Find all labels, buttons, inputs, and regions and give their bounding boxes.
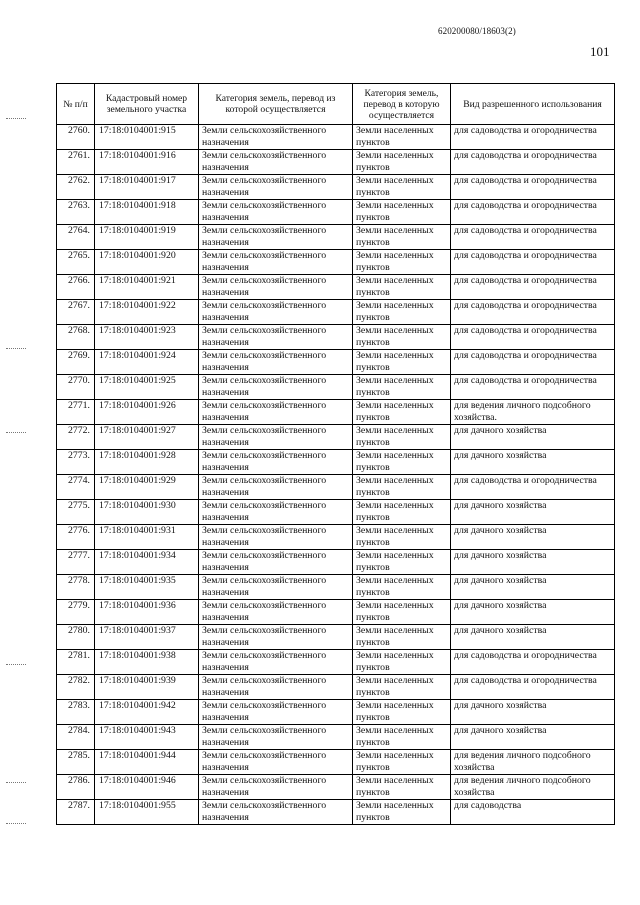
- cadastral-number: 17:18:0104001:939: [95, 675, 199, 700]
- cadastral-number: 17:18:0104001:937: [95, 625, 199, 650]
- permitted-use: для дачного хозяйства: [451, 450, 615, 475]
- table-row: [57, 625, 615, 650]
- category-from: Земли сельскохозяйственного назначения: [199, 250, 353, 275]
- table-row: [57, 775, 615, 800]
- category-to: Земли населенных пунктов: [353, 150, 451, 175]
- row-number: 2761.: [57, 150, 95, 175]
- permitted-use: для дачного хозяйства: [451, 425, 615, 450]
- category-to: Земли населенных пунктов: [353, 750, 451, 775]
- permitted-use: для садоводства и огородничества: [451, 200, 615, 225]
- permitted-use: для садоводства и огородничества: [451, 225, 615, 250]
- category-to: Земли населенных пунктов: [353, 425, 451, 450]
- table-row: [57, 375, 615, 400]
- table-row: [57, 575, 615, 600]
- category-from: Земли сельскохозяйственного назначения: [199, 225, 353, 250]
- row-number: 2768.: [57, 325, 95, 350]
- permitted-use: для дачного хозяйства: [451, 550, 615, 575]
- table-row: [57, 125, 615, 150]
- row-number: 2778.: [57, 575, 95, 600]
- category-to: Земли населенных пунктов: [353, 675, 451, 700]
- row-number: 2781.: [57, 650, 95, 675]
- category-from: Земли сельскохозяйственного назначения: [199, 625, 353, 650]
- category-to: Земли населенных пунктов: [353, 700, 451, 725]
- table-row: [57, 225, 615, 250]
- category-from: Земли сельскохозяйственного назначения: [199, 150, 353, 175]
- category-from: Земли сельскохозяйственного назначения: [199, 350, 353, 375]
- category-from: Земли сельскохозяйственного назначения: [199, 700, 353, 725]
- permitted-use: для садоводства и огородничества: [451, 675, 615, 700]
- category-to: Земли населенных пунктов: [353, 625, 451, 650]
- table-row: [57, 800, 615, 825]
- category-from: Земли сельскохозяйственного назначения: [199, 450, 353, 475]
- category-to: Земли населенных пунктов: [353, 650, 451, 675]
- permitted-use: для садоводства: [451, 800, 615, 825]
- row-number: 2787.: [57, 800, 95, 825]
- category-from: Земли сельскохозяйственного назначения: [199, 525, 353, 550]
- table-row: [57, 675, 615, 700]
- cadastral-number: 17:18:0104001:946: [95, 775, 199, 800]
- permitted-use: для дачного хозяйства: [451, 625, 615, 650]
- table-row: [57, 500, 615, 525]
- document-number: 620200080/18603(2): [438, 26, 516, 36]
- row-number: 2785.: [57, 750, 95, 775]
- row-number: 2779.: [57, 600, 95, 625]
- scan-mark: [6, 118, 26, 119]
- category-from: Земли сельскохозяйственного назначения: [199, 425, 353, 450]
- category-to: Земли населенных пунктов: [353, 450, 451, 475]
- permitted-use: для дачного хозяйства: [451, 700, 615, 725]
- table-row: [57, 300, 615, 325]
- row-number: 2770.: [57, 375, 95, 400]
- table-row: [57, 200, 615, 225]
- category-to: Земли населенных пунктов: [353, 575, 451, 600]
- permitted-use: для садоводства и огородничества: [451, 125, 615, 150]
- row-number: 2773.: [57, 450, 95, 475]
- cadastral-number: 17:18:0104001:922: [95, 300, 199, 325]
- scan-mark: [6, 432, 26, 433]
- table-row: [57, 175, 615, 200]
- category-from: Земли сельскохозяйственного назначения: [199, 575, 353, 600]
- category-to: Земли населенных пунктов: [353, 525, 451, 550]
- permitted-use: для ведения личного подсобного хозяйства: [451, 775, 615, 800]
- permitted-use: для ведения личного подсобного хозяйства: [451, 750, 615, 775]
- permitted-use: для садоводства и огородничества: [451, 300, 615, 325]
- cadastral-number: 17:18:0104001:916: [95, 150, 199, 175]
- category-from: Земли сельскохозяйственного назначения: [199, 325, 353, 350]
- category-to: Земли населенных пунктов: [353, 600, 451, 625]
- permitted-use: для садоводства и огородничества: [451, 250, 615, 275]
- category-to: Земли населенных пунктов: [353, 300, 451, 325]
- category-from: Земли сельскохозяйственного назначения: [199, 375, 353, 400]
- cadastral-number: 17:18:0104001:928: [95, 450, 199, 475]
- table-row: [57, 400, 615, 425]
- table-row: [57, 750, 615, 775]
- permitted-use: для садоводства и огородничества: [451, 650, 615, 675]
- permitted-use: для дачного хозяйства: [451, 725, 615, 750]
- table-header-row: [57, 84, 615, 125]
- table-row: [57, 650, 615, 675]
- table-row: [57, 250, 615, 275]
- row-number: 2780.: [57, 625, 95, 650]
- row-number: 2765.: [57, 250, 95, 275]
- header-cadastral-number: Кадастровый номер земельного участка: [95, 84, 199, 125]
- row-number: 2767.: [57, 300, 95, 325]
- row-number: 2782.: [57, 675, 95, 700]
- permitted-use: для дачного хозяйства: [451, 525, 615, 550]
- permitted-use: для садоводства и огородничества: [451, 350, 615, 375]
- category-to: Земли населенных пунктов: [353, 775, 451, 800]
- permitted-use: для садоводства и огородничества: [451, 150, 615, 175]
- land-plots-table: [56, 83, 615, 825]
- category-to: Земли населенных пунктов: [353, 350, 451, 375]
- table-row: [57, 150, 615, 175]
- row-number: 2772.: [57, 425, 95, 450]
- table-row: [57, 525, 615, 550]
- table-row: [57, 550, 615, 575]
- row-number: 2777.: [57, 550, 95, 575]
- row-number: 2764.: [57, 225, 95, 250]
- row-number: 2776.: [57, 525, 95, 550]
- cadastral-number: 17:18:0104001:917: [95, 175, 199, 200]
- cadastral-number: 17:18:0104001:938: [95, 650, 199, 675]
- row-number: 2774.: [57, 475, 95, 500]
- cadastral-number: 17:18:0104001:923: [95, 325, 199, 350]
- row-number: 2760.: [57, 125, 95, 150]
- permitted-use: для садоводства и огородничества: [451, 275, 615, 300]
- cadastral-number: 17:18:0104001:920: [95, 250, 199, 275]
- table-row: [57, 325, 615, 350]
- category-from: Земли сельскохозяйственного назначения: [199, 800, 353, 825]
- category-from: Земли сельскохозяйственного назначения: [199, 600, 353, 625]
- scan-mark: [6, 664, 26, 665]
- category-to: Земли населенных пунктов: [353, 550, 451, 575]
- category-from: Земли сельскохозяйственного назначения: [199, 775, 353, 800]
- category-to: Земли населенных пунктов: [353, 200, 451, 225]
- margin-scan-marks: [0, 0, 40, 905]
- row-number: 2771.: [57, 400, 95, 425]
- row-number: 2763.: [57, 200, 95, 225]
- table-row: [57, 425, 615, 450]
- cadastral-number: 17:18:0104001:929: [95, 475, 199, 500]
- category-to: Земли населенных пунктов: [353, 400, 451, 425]
- scan-mark: [6, 348, 26, 349]
- category-to: Земли населенных пунктов: [353, 725, 451, 750]
- category-to: Земли населенных пунктов: [353, 375, 451, 400]
- scan-mark: [6, 782, 26, 783]
- table-row: [57, 600, 615, 625]
- row-number: 2769.: [57, 350, 95, 375]
- category-to: Земли населенных пунктов: [353, 250, 451, 275]
- cadastral-number: 17:18:0104001:921: [95, 275, 199, 300]
- header-permitted-use: Вид разрешенного использования: [451, 84, 615, 125]
- row-number: 2762.: [57, 175, 95, 200]
- row-number: 2786.: [57, 775, 95, 800]
- header-category-to: Категория земель, перевод в которую осуществляется: [353, 84, 451, 125]
- cadastral-number: 17:18:0104001:936: [95, 600, 199, 625]
- cadastral-number: 17:18:0104001:935: [95, 575, 199, 600]
- table-row: [57, 475, 615, 500]
- category-to: Земли населенных пунктов: [353, 125, 451, 150]
- category-from: Земли сельскохозяйственного назначения: [199, 500, 353, 525]
- cadastral-number: 17:18:0104001:927: [95, 425, 199, 450]
- cadastral-number: 17:18:0104001:925: [95, 375, 199, 400]
- cadastral-number: 17:18:0104001:918: [95, 200, 199, 225]
- category-to: Земли населенных пунктов: [353, 800, 451, 825]
- cadastral-number: 17:18:0104001:930: [95, 500, 199, 525]
- cadastral-number: 17:18:0104001:924: [95, 350, 199, 375]
- category-from: Земли сельскохозяйственного назначения: [199, 175, 353, 200]
- table-row: [57, 700, 615, 725]
- category-from: Земли сельскохозяйственного назначения: [199, 275, 353, 300]
- cadastral-number: 17:18:0104001:955: [95, 800, 199, 825]
- cadastral-number: 17:18:0104001:926: [95, 400, 199, 425]
- table-row: [57, 350, 615, 375]
- permitted-use: для дачного хозяйства: [451, 500, 615, 525]
- header-number: № п/п: [57, 84, 95, 125]
- permitted-use: для дачного хозяйства: [451, 575, 615, 600]
- category-to: Земли населенных пунктов: [353, 500, 451, 525]
- permitted-use: для садоводства и огородничества: [451, 475, 615, 500]
- category-from: Земли сельскохозяйственного назначения: [199, 200, 353, 225]
- category-from: Земли сельскохозяйственного назначения: [199, 475, 353, 500]
- cadastral-number: 17:18:0104001:931: [95, 525, 199, 550]
- category-from: Земли сельскохозяйственного назначения: [199, 750, 353, 775]
- permitted-use: для ведения личного подсобного хозяйства.: [451, 400, 615, 425]
- category-from: Земли сельскохозяйственного назначения: [199, 650, 353, 675]
- category-from: Земли сельскохозяйственного назначения: [199, 550, 353, 575]
- permitted-use: для дачного хозяйства: [451, 600, 615, 625]
- category-to: Земли населенных пунктов: [353, 175, 451, 200]
- permitted-use: для садоводства и огородничества: [451, 175, 615, 200]
- category-to: Земли населенных пунктов: [353, 225, 451, 250]
- table-row: [57, 450, 615, 475]
- row-number: 2775.: [57, 500, 95, 525]
- header-category-from: Категория земель, перевод из которой осуществляется: [199, 84, 353, 125]
- row-number: 2783.: [57, 700, 95, 725]
- table-row: [57, 725, 615, 750]
- cadastral-number: 17:18:0104001:915: [95, 125, 199, 150]
- category-to: Земли населенных пунктов: [353, 275, 451, 300]
- category-from: Земли сельскохозяйственного назначения: [199, 725, 353, 750]
- permitted-use: для садоводства и огородничества: [451, 375, 615, 400]
- row-number: 2766.: [57, 275, 95, 300]
- page-number: 101: [590, 44, 610, 59]
- category-from: Земли сельскохозяйственного назначения: [199, 400, 353, 425]
- category-to: Земли населенных пунктов: [353, 475, 451, 500]
- cadastral-number: 17:18:0104001:944: [95, 750, 199, 775]
- category-from: Земли сельскохозяйственного назначения: [199, 300, 353, 325]
- row-number: 2784.: [57, 725, 95, 750]
- category-from: Земли сельскохозяйственного назначения: [199, 125, 353, 150]
- cadastral-number: 17:18:0104001:943: [95, 725, 199, 750]
- table-row: [57, 275, 615, 300]
- category-to: Земли населенных пунктов: [353, 325, 451, 350]
- cadastral-number: 17:18:0104001:942: [95, 700, 199, 725]
- cadastral-number: 17:18:0104001:934: [95, 550, 199, 575]
- category-from: Земли сельскохозяйственного назначения: [199, 675, 353, 700]
- permitted-use: для садоводства и огородничества: [451, 325, 615, 350]
- scan-mark: [6, 823, 26, 824]
- cadastral-number: 17:18:0104001:919: [95, 225, 199, 250]
